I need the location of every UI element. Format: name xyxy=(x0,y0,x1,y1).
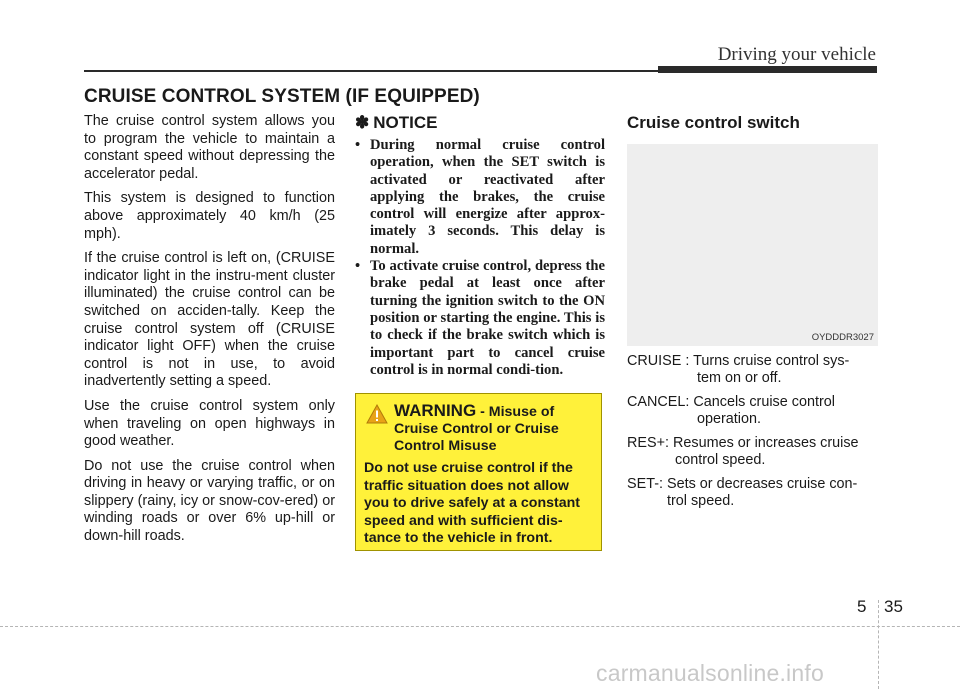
notice-item-text: During normal cruise control operation, when the SET switch is activated or reactivated after applying the brakes, the cruise control will energize after approx-imately 3 seconds. This delay is normal. xyxy=(370,137,605,257)
bullet-icon: • xyxy=(355,258,361,275)
notice-column xyxy=(355,113,605,379)
definition-cruise xyxy=(627,353,878,387)
header-title: Driving your vehicle xyxy=(717,44,876,65)
bullet-icon: • xyxy=(355,137,361,153)
warning-subtitle-line: Cruise Control or Cruise xyxy=(394,421,559,437)
definition-set xyxy=(627,476,878,510)
definition-text: Resumes or increases cruise xyxy=(673,435,859,451)
warning-subtitle-line: Control Misuse xyxy=(394,438,497,454)
definition-term: CANCEL: xyxy=(627,394,694,410)
definition-term: CRUISE : xyxy=(627,353,694,369)
switch-column xyxy=(627,113,878,517)
intro-column xyxy=(84,113,335,553)
page-number: 35 xyxy=(884,597,903,616)
watermark: carmanualsonline.info xyxy=(596,660,824,686)
notice-list xyxy=(355,137,605,379)
definition-text: Turns cruise control sys- xyxy=(693,353,850,369)
warning-header xyxy=(364,402,593,455)
warning-heading xyxy=(394,402,559,455)
definition-text-cont: tem on or off. xyxy=(697,370,782,386)
definition-cancel xyxy=(627,394,878,428)
notice-item xyxy=(355,137,605,258)
intro-paragraph: This system is designed to function above approximately 40 km/h (25 mph). xyxy=(84,190,335,242)
notice-item-text: To activate cruise control, depress the brake pedal at least once after turning the ignition switch to the ON position or starting the engine. This is to check if the brake switch which is important part to cancel cruise control is in normal condi-tion. xyxy=(370,258,605,378)
intro-paragraph: If the cruise control is left on, (CRUISE indicator light in the instru-ment cluster illuminated) the cruise control can be switched on acciden-tally. Keep the cruise control system off (CRUISE indicator light OFF) when the cruise control is not in use, to avoid inadvertently setting a speed. xyxy=(84,250,335,390)
notice-star-icon: ✽ xyxy=(355,113,370,132)
intro-paragraph: The cruise control system allows you to program the vehicle to maintain a constant speed without depressing the accelerator pedal. xyxy=(84,113,335,182)
definition-text: Sets or decreases cruise con- xyxy=(666,476,858,492)
figure-code: OYDDDR3027 xyxy=(811,332,874,343)
intro-paragraph: Use the cruise control system only when traveling on open highways in good weather. xyxy=(84,397,335,450)
warning-label: WARNING xyxy=(394,401,477,420)
definition-text-cont: operation. xyxy=(697,411,762,427)
definition-term: RES+: xyxy=(627,435,673,451)
definition-term: SET-: xyxy=(627,476,667,492)
warning-box xyxy=(355,393,602,551)
intro-paragraph: Do not use the cruise control when driving in heavy or varying traffic, or on slippery (rainy, icy or snow-cov-ered) or winding roads or over 6% up-hill or down-hill roads. xyxy=(84,457,335,545)
chapter-number: 5 xyxy=(857,597,867,616)
switch-title: Cruise control switch xyxy=(627,113,800,132)
switch-figure xyxy=(627,144,878,346)
switch-definitions xyxy=(627,353,878,510)
warning-body: Do not use cruise control if the traffic situation does not allow you to drive safely at a constant speed and with sufficient dis-tance to the vehicle in front. xyxy=(364,460,581,546)
notice-item xyxy=(355,258,605,379)
warning-subtitle-line: - Misuse of xyxy=(476,404,555,420)
header-rule-thick xyxy=(658,66,877,73)
notice-title xyxy=(355,113,605,133)
header-rule-thin xyxy=(84,70,664,72)
warning-triangle-icon xyxy=(366,404,388,424)
definition-text-cont: control speed. xyxy=(675,452,766,468)
definition-text-cont: trol speed. xyxy=(667,493,735,509)
footer-divider xyxy=(878,600,879,689)
notice-title-text: NOTICE xyxy=(373,113,438,132)
footer-rule xyxy=(0,626,960,627)
definition-text: Cancels cruise control xyxy=(693,394,835,410)
section-title: CRUISE CONTROL SYSTEM (IF EQUIPPED) xyxy=(84,86,480,107)
definition-res xyxy=(627,435,878,469)
